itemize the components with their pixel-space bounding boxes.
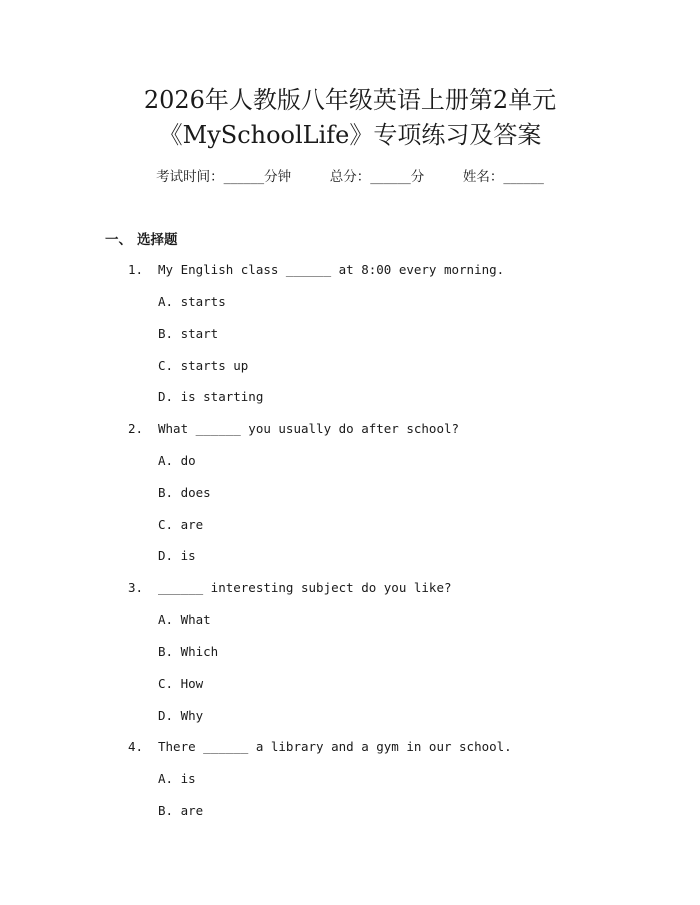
question-option: B. are <box>158 803 204 818</box>
student-name-field: 姓名：______ <box>462 169 544 185</box>
question-option: A. is <box>158 771 196 786</box>
question-option: C. are <box>158 517 204 532</box>
section-title: 选择题 <box>137 232 178 248</box>
question-option: A. do <box>158 453 196 468</box>
exam-info-row <box>0 167 700 187</box>
question-number: 4. <box>128 739 144 754</box>
question-option: D. is starting <box>158 389 264 404</box>
question-option: C. starts up <box>158 358 249 373</box>
document-title-line-2: 《MySchoolLife》专项练习及答案 <box>158 121 542 149</box>
question-text: ______ interesting subject do you like? <box>158 580 452 595</box>
question-option: B. Which <box>158 644 219 659</box>
question-text: What ______ you usually do after school? <box>158 421 460 436</box>
exam-time-field: 考试时间：______分钟 <box>156 169 292 185</box>
question-number: 2. <box>128 421 144 436</box>
total-score-field: 总分：______分 <box>329 169 425 185</box>
question-option: B. start <box>158 326 219 341</box>
question-number: 3. <box>128 580 144 595</box>
question-option: A. What <box>158 612 211 627</box>
question-option: B. does <box>158 485 211 500</box>
question-number: 1. <box>128 262 144 277</box>
section-heading <box>105 230 178 250</box>
document-title-line-1: 2026年人教版八年级英语上册第2单元 <box>143 86 557 114</box>
question-text: My English class ______ at 8:00 every morning. <box>158 262 505 277</box>
question-option: C. How <box>158 676 204 691</box>
question-option: D. is <box>158 548 196 563</box>
section-number: 一、 <box>105 232 132 248</box>
question-option: D. Why <box>158 708 204 723</box>
question-option: A. starts <box>158 294 226 309</box>
question-text: There ______ a library and a gym in our school. <box>158 739 512 754</box>
